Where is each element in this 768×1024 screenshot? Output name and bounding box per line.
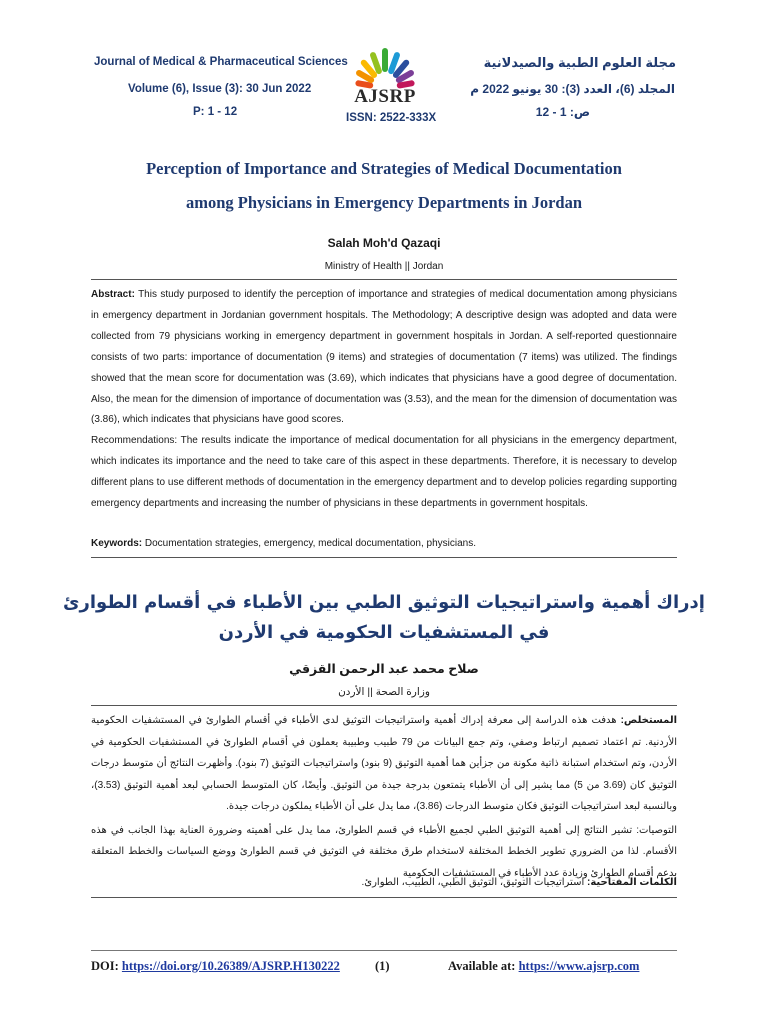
abstract-en (91, 285, 677, 515)
page-range-en: P: 1 - 12 (193, 106, 238, 118)
journal-name-ar: مجلة العلوم الطبية والصيدلانية (483, 55, 676, 70)
title-ar (60, 588, 708, 648)
abstract-ar (91, 710, 677, 884)
keywords-en (91, 538, 476, 549)
issn: ISSN: 2522-333X (346, 112, 437, 124)
keywords-ar-label: الكلمات المفتاحية: (587, 877, 677, 888)
affiliation-ar: وزارة الصحة || الأردن (338, 686, 430, 698)
abstract-en-recommendations: Recommendations: The results indicate the importance of medical documentation for all physicians in the emergency department, which indicates its importance and the need to take care of this aspect in these departments. Therefore, it is necessary to develop different plans to use different methods of documentation in the emergency department and to develop policies regarding supporting emergency departments and increasing the number of physicians in these departments in government hospitals. (91, 435, 677, 510)
volume-issue-ar: المجلد (6)، العدد (3): 30 يونيو 2022 م (470, 82, 675, 96)
title-en-line1: Perception of Importance and Strategies of Medical Documentation (146, 159, 622, 178)
abstract-ar-label: المستخلص: (620, 715, 677, 726)
abstract-en-main (91, 285, 677, 431)
abstract-en-label: Abstract: (91, 289, 135, 300)
title-ar-line1: إدراك أهمية واستراتيجيات التوثيق الطبي بين الأطباء في أقسام الطوارئ (63, 592, 705, 613)
keywords-ar (361, 877, 677, 888)
abstract-ar-recommendations: التوصيات: تشير النتائج إلى أهمية التوثيق الطبي لجميع الأطباء في قسم الطوارئ، مما يدل على أهميته وضرورة العناية بهذا الجانب في هذه الأقسام. لذا من الضروري تطوير الخطط المختلفة لاستخدام طرق مختلفة في التوثيق في قسم الطوارئ ووضع السياسات والخطط المتعلقة بدعم أقسام الطوارئ وزيادة عدد الأطباء في المستشفيات الحكومية (91, 824, 677, 879)
ajsrp-logo (343, 42, 427, 108)
volume-issue-en: Volume (6), Issue (3): 30 Jun 2022 (128, 83, 312, 95)
available-label: Available at: (448, 959, 516, 973)
keywords-ar-body: استراتيجيات التوثيق، التوثيق الطبي، الطبيب، الطوارئ. (361, 877, 588, 888)
divider-top (91, 279, 677, 280)
available-link[interactable]: https://www.ajsrp.com (518, 959, 640, 973)
sunburst-icon (343, 42, 427, 90)
title-ar-line2: في المستشفيات الحكومية في الأردن (218, 622, 550, 643)
keywords-en-body: Documentation strategies, emergency, medical documentation, physicians. (142, 538, 476, 549)
page-range-ar: ص: 1 - 12 (535, 105, 590, 119)
author-en: Salah Moh'd Qazaqi (327, 236, 441, 250)
abstract-ar-body: هدفت هذه الدراسة إلى معرفة إدراك أهمية واستراتيجيات التوثيق لدى الأطباء في أقسام الطوارئ في المستشفيات الحكومية الأردنية. تم اعتماد تصميم ارتباط وصفي، وتم جمع البيانات من 79 طبيب وطبيبة يعملون في أقسام الطوارئ في المستشفيات الحكومية في الأردن، وتم استخدام استبانة ذاتية مكونة من جزأين هما أهمية التوثيق (9 بنود) واستراتيجيات التوثيق (7 بنود). وأظهرت النتائج أن متوسط درجات التوثيق كان (3.69 من 5) مما يشير إلى أن الأطباء يتمتعون بدرجة جيدة من التوثيق. وأيضًا، كان المتوسط الحسابي لبعد أهمية التوثيق (3.53)، وبالنسبة لبعد استراتيجيات التوثيق فكان متوسط الدرجات (3.86)، مما يدل على أن الأطباء يملكون درجات جيدة. (91, 715, 677, 812)
abstract-en-body: This study purposed to identify the perception of importance and strategies of medical documentation among physicians in emergency department in Jordanian government hospitals. The Methodology; A descriptive design was adopted and data were collected from 79 physicians working in emergency department in government hospitals in Jordan. A self-reported questionnaire consists of two parts: importance of documentation (9 items) and strategies of documentation (7 items) was utilized. The findings showed that the mean score for documentation was (3.69), which indicates that physicians have a good degree of documentation. Also, the mean for the dimension of importance of documentation was (3.53), and the mean for the dimension of documentation was (3.86), which indicates that physicians have good scores. (91, 289, 677, 426)
doi-label: DOI: (91, 959, 119, 973)
journal-name-en: Journal of Medical & Pharmaceutical Sciences (94, 56, 348, 68)
doi-link[interactable]: https://doi.org/10.26389/AJSRP.H130222 (121, 959, 340, 973)
title-en (60, 152, 708, 220)
affiliation-en: Ministry of Health || Jordan (324, 261, 444, 272)
footer-rule (91, 950, 677, 951)
abstract-ar-main (91, 710, 677, 818)
divider-bottom (91, 897, 677, 898)
author-ar: صلاح محمد عبد الرحمن القزقي (289, 662, 479, 676)
keywords-en-label: Keywords: (91, 538, 143, 549)
divider-lower (91, 705, 677, 706)
footer-doi (91, 959, 340, 974)
footer-available (448, 959, 639, 974)
divider-middle (91, 557, 677, 558)
logo-wordmark: AJSRP (354, 86, 416, 107)
page-number: (1) (375, 959, 390, 973)
title-en-line2: among Physicians in Emergency Departments in Jordan (186, 193, 582, 212)
